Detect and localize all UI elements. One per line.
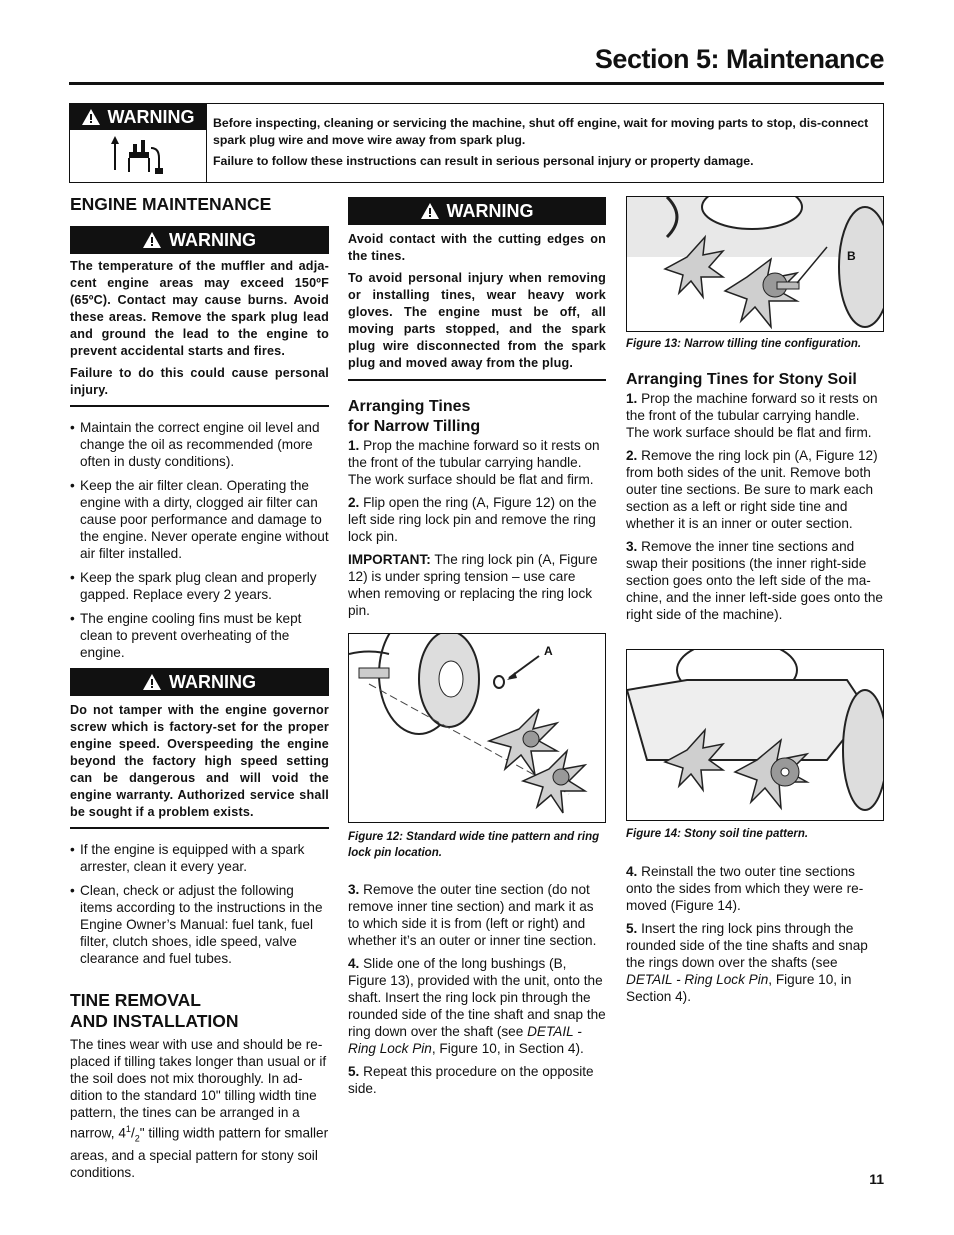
disconnect-spark-plug-icon [70,130,206,182]
stony-step-1: 1. Prop the machine forward so it rests on the front of the tubular carrying handle. The work surface should be flat and firm. [626,391,878,440]
stony-step-5: 5. Insert the ring lock pins through the rounded side of the tine shafts and snap the rings down over the shafts (see DETAIL - Ring Lock Pin, Figure 10, in Section 4). [626,921,868,1004]
warning-triangle-icon [143,674,161,690]
engine-warning-2-bar: WARNING [70,668,329,696]
narrow-step-5: 5. Repeat this procedure on the opposite side. [348,1064,594,1096]
stony-step-2: 2. Remove the ring lock pin (A, Figure 12) from both sides of the unit. Remove both outer tine sections. Be sure to mark each section as a left or right side tine and whether it is an inner or outer section. [626,448,878,531]
figure-13-illustration [627,197,883,331]
tine-removal-heading-1: TINE REMOVAL [70,990,201,1010]
tine-removal-body: The tines wear with use and should be re-placed if tilling takes longer than usual or if the soil does not mix thoroughly. In ad-dition to the standard 10" tilling width tine pattern, the tines can be arranged in a narrow, $4^1/_2$" tilling width pattern for smaller areas, and a special pattern for stony soil conditions. [70,1037,329,1181]
engine-warning-1-bar: WARNING [70,226,329,254]
page-title: Section 5: Maintenance [594,44,884,74]
engine-warning-1-text: The temperature of the muffler and adja-cent engine areas may exceed 150ºF (65ºC). Contact may cause burns. Avoid these areas. Remove the spark plug lead and ground the lead to the engine to prevent accidental starts and fires. Failure to do this could cause personal injury. [70,259,329,397]
engine-bullets-1 [70,419,329,661]
figure-12-caption: Figure 12: Standard wide tine pattern and ring lock pin location. [348,831,600,859]
narrow-step-3: 3. Remove the outer tine section (do not remove inner tine section) and mark it as to which side it is from (left or right) and whether it’s an outer or inner tine section. [348,882,597,948]
warning-triangle-icon [82,109,100,125]
list-item: • If the engine is equipped with a spark arrester, clean it every year. [70,841,329,875]
stony-step-3: 3. Remove the inner tine sections and swap their positions (the inner right-side section goes onto the left side of the ma-chine, and the inner left-side goes onto the right side of the machine). [626,539,883,622]
column-3 [626,196,884,1011]
list-item: • Maintain the correct engine oil level and change the oil as recommended (more often in dusty conditions). [70,419,329,470]
figure-12-illustration [349,634,605,822]
tine-warning-text: Avoid contact with the cutting edges on the tines. To avoid personal injury when removing or installing tines, wear heavy work gloves. The engine must be off, all moving parts stopped, and the spark plug wire disconnected from the spark plug and moved away from the plug. [348,232,606,370]
figure-12 [348,633,606,823]
figure-13-caption: Figure 13: Narrow tilling tine configuration. [626,338,862,350]
stony-step-4: 4. Reinstall the two outer tine sections onto the sides from which they were re-moved (Figure 14). [626,864,864,913]
narrow-step-1: 1. Prop the machine forward so it rests on the front of the tubular carrying handle. The work surface should be flat and firm. [348,438,600,487]
figure-14-caption: Figure 14: Stony soil tine pattern. [626,828,809,840]
column-1 [70,194,329,1187]
narrow-tilling-heading-1: Arranging Tines [348,398,471,415]
figure-13-callout-b: B [847,249,856,263]
list-item: • Keep the air filter clean. Operating the engine with a dirty, clogged air filter can cause poor performance and damage to the engine. Never operate engine without air filter installed. [70,477,329,562]
narrow-tilling-heading-2: for Narrow Tilling [348,418,481,435]
engine-bullets-2 [70,841,329,967]
figure-14 [626,649,884,821]
figure-14-illustration [627,650,883,820]
list-item: • Clean, check or adjust the following items according to the instructions in the Engine Owner’s Manual: fuel tank, fuel filter, clutch shoes, idle speed, valve clearance and fuel tubes. [70,882,329,967]
narrow-step-4: 4. Slide one of the long bushings (B, Figure 13), provided with the unit, onto the shaft. Insert the ring lock pin through the rounded side of the tine shaft and snap the ring down over the shaft (see DETAIL - Ring Lock Pin, Figure 10, in Section 4). [348,956,606,1056]
tine-removal-heading-2: AND INSTALLATION [70,1011,239,1031]
list-item: • Keep the spark plug clean and properly gapped. Replace every 2 years. [70,569,329,603]
narrow-step-2: 2. Flip open the ring (A, Figure 12) on the left side ring lock pin and remove the ring lock pin. [348,495,597,544]
engine-warning-2-text: Do not tamper with the engine governor screw which is factory-set for the proper engine speed. Overspeeding the engine beyond the factory high speed setting can be dangerous and will void the engine warranty. Authorized service shall be sought if a problem exists. [70,703,329,819]
page-number: 11 [869,1171,884,1187]
list-item: • The engine cooling fins must be kept clean to prevent overheating of the engine. [70,610,329,661]
top-warning-label: WARNING [70,104,206,130]
stony-soil-heading: Arranging Tines for Stony Soil [626,371,857,388]
warning-triangle-icon [421,203,439,219]
title-rule [69,82,884,85]
warning-triangle-icon [143,232,161,248]
engine-maintenance-heading: ENGINE MAINTENANCE [70,194,272,214]
figure-12-callout-a: A [544,644,553,658]
tine-warning-bar: WARNING [348,197,606,225]
important-note: IMPORTANT: The ring lock pin (A, Figure 12) is under spring tension – use care when removing or replacing the ring lock pin. [348,552,598,618]
column-2 [348,197,606,1103]
figure-13 [626,196,884,332]
top-warning-box [69,103,884,183]
top-warning-text: Before inspecting, cleaning or servicing the machine, shut off engine, wait for moving parts to stop, dis-connect spark plug wire and move wire away from spark plug. Failure to follow these instructions can result in serious personal injury or property damage. [213,116,869,168]
